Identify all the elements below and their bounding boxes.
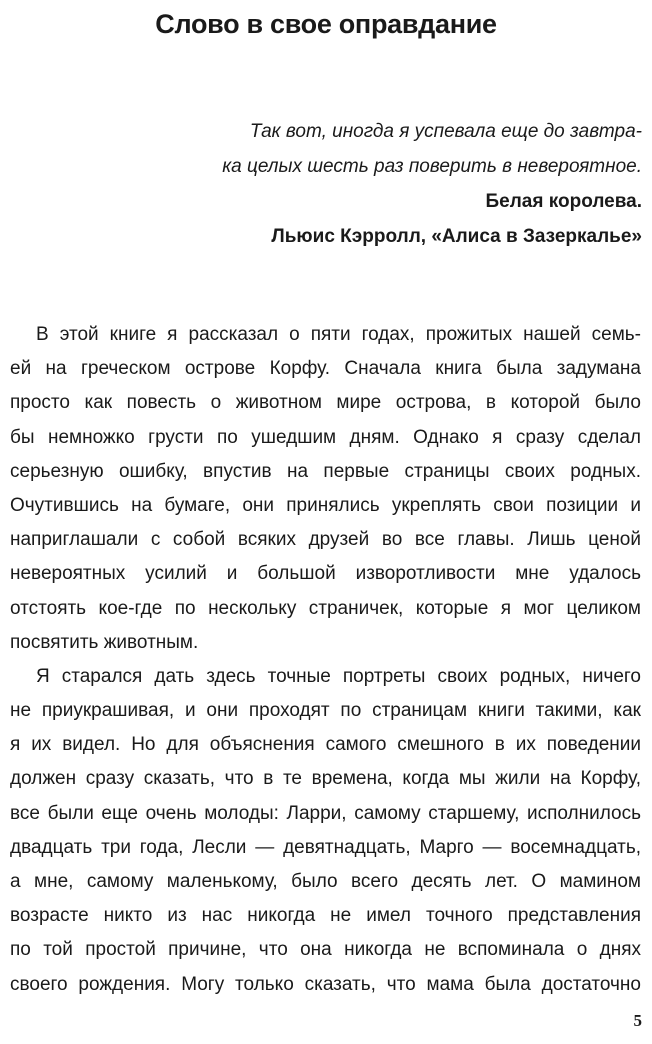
text-line: Я старался дать здесь точные портреты своих родных, ничего [36, 665, 641, 687]
text-line: возрасте никто из нас никогда не имел точного представления [10, 905, 641, 927]
text-line: своего рождения. Могу только сказать, что мама была достаточно [10, 973, 641, 995]
text-line: отстоять кое-где по нескольку страничек, которые я мог целиком [10, 597, 641, 619]
text-line: невероятных усилий и большой изворотливости мне удалось [10, 563, 641, 585]
body-text [10, 318, 641, 1002]
paragraph-2 [10, 660, 641, 1002]
text-line: Очутившись на бумаге, они принялись укреплять свои позиции и [10, 494, 641, 516]
text-line: не приукрашивая, и они проходят по страницам книги такими, как [10, 700, 641, 722]
text-line: серьезную ошибку, впустив на первые страницы своих родных. [10, 460, 641, 482]
epigraph-speaker: Белая королева. [485, 191, 642, 212]
text-line: я их видел. Но для объяснения самого смешного в их поведении [10, 734, 641, 756]
text-line: В этой книге я рассказал о пяти годах, прожитых нашей семь- [36, 324, 641, 345]
text-line: двадцать три года, Лесли — девятнадцать, Марго — восемнадцать, [10, 836, 641, 858]
text-line: наприглашали с собой всяких друзей во все главы. Лишь ценой [10, 529, 641, 551]
chapter-title: Слово в свое оправдание [155, 9, 497, 39]
paragraph-1 [10, 318, 641, 660]
text-line: по той простой причине, что она никогда не вспоминала о днях [10, 939, 641, 961]
text-line: а мне, самому маленькому, было всего десять лет. О мамином [10, 871, 641, 892]
epigraph [122, 114, 642, 254]
text-line: просто как повесть о животном мире острова, в которой было [10, 392, 641, 414]
page-number: 5 [633, 1011, 642, 1030]
epigraph-quote-line: ка целых шесть раз поверить в невероятное. [222, 156, 642, 177]
epigraph-quote-line: Так вот, иногда я успевала еще до завтра- [249, 121, 642, 142]
epigraph-source: Льюис Кэрролл, «Алиса в Зазеркалье» [271, 226, 642, 247]
text-line: посвятить животным. [10, 631, 199, 653]
text-line: все были еще очень молоды: Ларри, самому старшему, исполнилось [10, 802, 641, 824]
text-line: ей на греческом острове Корфу. Сначала книга была задумана [10, 358, 641, 380]
text-line: должен сразу сказать, что в те времена, когда мы жили на Корфу, [10, 768, 641, 790]
text-line: бы немножко грусти по ушедшим дням. Однако я сразу сделал [10, 426, 641, 448]
